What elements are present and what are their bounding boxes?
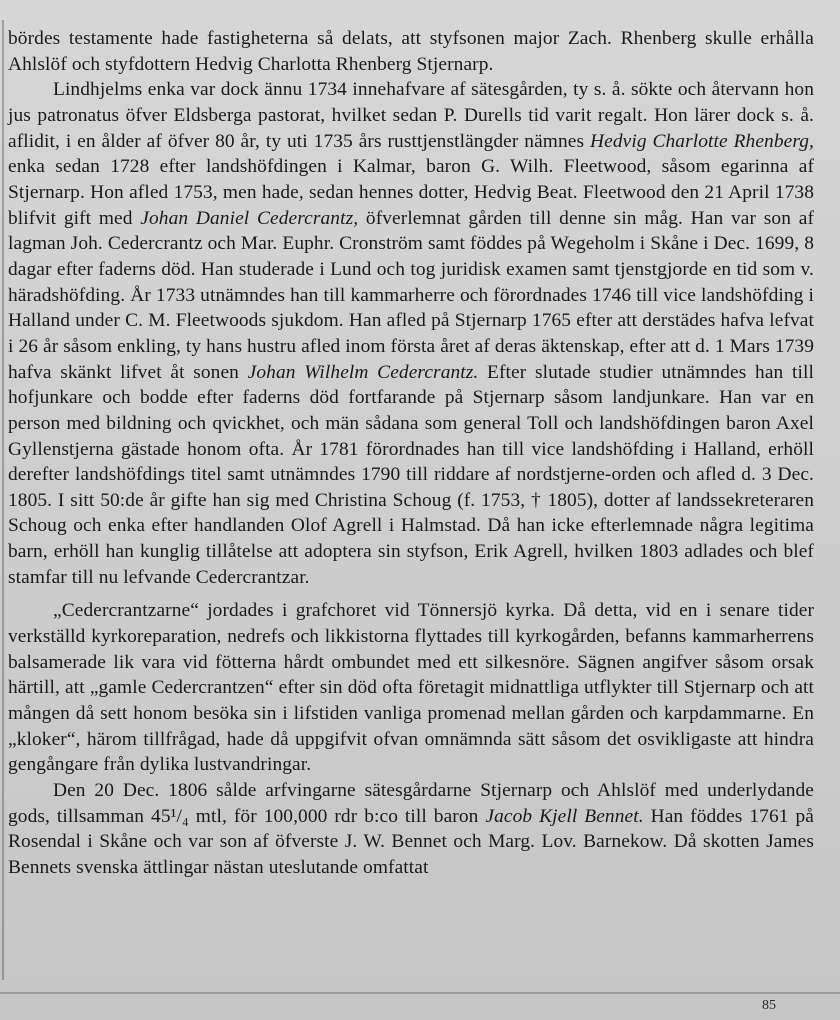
text-run: Den 20 Dec. 1806 sålde arfvingarne sätesgårdarne Stjernarp och Ahlslöf med underlydande gods, tillsamman 45¹/₄ mtl, för 100,000 rdr b:co till baron <box>8 780 814 827</box>
text-run: enka sedan 1728 efter landshöfdingen i Kalmar, baron G. Wilh. Fleetwood, såsom egarinna af Stjernarp. Hon afled 1753, men hade, sedan hennes dotter, Hedvig Beat. Fleetwood den 21 April 1738 blifvit gift med <box>8 156 814 229</box>
paragraph-grafchoret <box>8 598 814 778</box>
text-run: „Cedercrantzarne“ jordades i grafchoret vid Tönnersjö kyrka. Då detta, vid en i senare tider verkställd kyrkoreparation, nedrefs och likkistorna flyttades till kyrkogården, befanns kammarherrens balsamerade lik vara vid fötterna hårdt ombundet med ett silkesnöre. Sägnen angifver såsom orsak härtill, att „gamle Cedercrantzen“ efter sin död ofta företagit midnattliga utflykter till Stjernarp och att mången då sett honom besöka sin i lifstiden vanliga promenad mellan gården och karpdammarne. En „kloker“, härom tillfrågad, hade då uppgifvit ofvan omnämnda sätt såsom det osvikligaste att hindra gengångare från dylika lustvandringar. <box>8 600 814 776</box>
italic-name: Johan Wilhelm Cedercrantz. <box>247 361 479 383</box>
page-bottom-rule <box>0 992 840 994</box>
paragraph-lindhjelm-cedercrantz <box>8 77 814 590</box>
italic-name: Hedvig Charlotte Rhenberg, <box>590 130 814 152</box>
text-run: Lindhjelms enka var dock ännu 1734 innehafvare af sätesgården, ty s. å. sökte och återvann hon jus patronatus öfver Eldsberga pastorat, hvilket sedan P. Durells tid varit regalt. Hon lärer dock s. å. aflidit, i en ålder af öfver 80 år, ty uti 1735 års rusttjenstlängder nämnes <box>8 79 814 152</box>
paragraph-sale-1806 <box>8 778 814 881</box>
page-number: 85 <box>762 998 776 1013</box>
page-left-edge-shadow <box>2 20 4 980</box>
paragraph-gap <box>8 590 814 598</box>
text-run: Efter slutade studier utnämndes han till hofjunkare och bodde efter faderns död fortfarande på Stjernarp såsom landjunkare. Han var en person med bildning och qvickhet, och män sådana som general Toll och landshöfdingen baron Axel Gyllenstjerna gästade honom ofta. År 1781 förordnades han till vice landshöfding i Halland, erhöll derefter landshöfdings titel samt utnämndes 1790 till riddare af nordstjerne-orden och afled d. 3 Dec. 1805. I sitt 50:de år gifte han sig med Christina Schoug (f. 1753, † 1805), dotter af landssekreteraren Schoug och enka efter handlanden Olof Agrell i Halmstad. Då han icke efterlemnade några legitima barn, erhöll han kunglig tillåtelse att adoptera sin styfson, Erik Agrell, hvilken 1803 adlades och blef stamfar till nu lefvande Cedercrantzar. <box>8 361 814 588</box>
body-text <box>8 26 814 881</box>
paragraph-continuation <box>8 26 814 77</box>
italic-name: Johan Daniel Cedercrantz, <box>140 207 359 229</box>
text-run: bördes testamente hade fastigheterna så delats, att styfsonen major Zach. Rhenberg skulle erhålla Ahlslöf och styfdottern Hedvig Charlotta Rhenberg Stjernarp. <box>8 28 814 75</box>
italic-name: Jacob Kjell Bennet. <box>485 805 644 827</box>
text-run: Han föddes 1761 på Rosendal i Skåne och var son af öfverste J. W. Bennet och Marg. Lov. Barnekow. Då skotten James Bennets svenska ättlingar nästan uteslutande omfattat <box>8 805 815 878</box>
text-run: öfverlemnat gården till denne sin måg. Han var son af lagman Joh. Cedercrantz och Mar. Euphr. Cronström samt föddes på Wegeholm i Skåne i Dec. 1699, 8 dagar efter faderns död. Han studerade i Lund och tog juridisk examen samt tjenstgjorde en tid som v. häradshöfding. År 1733 utnämndes han till kammarherre och förordnades 1746 till vice landshöfding i Halland under C. M. Fleetwoods sjukdom. Han afled på Stjernarp 1765 efter att derstädes hafva lefvat i 26 år såsom enkling, ty hans hustru afled inom första året af deras äktenskap, efter att d. 1 Mars 1739 hafva skänkt lifvet åt sonen <box>8 207 814 383</box>
